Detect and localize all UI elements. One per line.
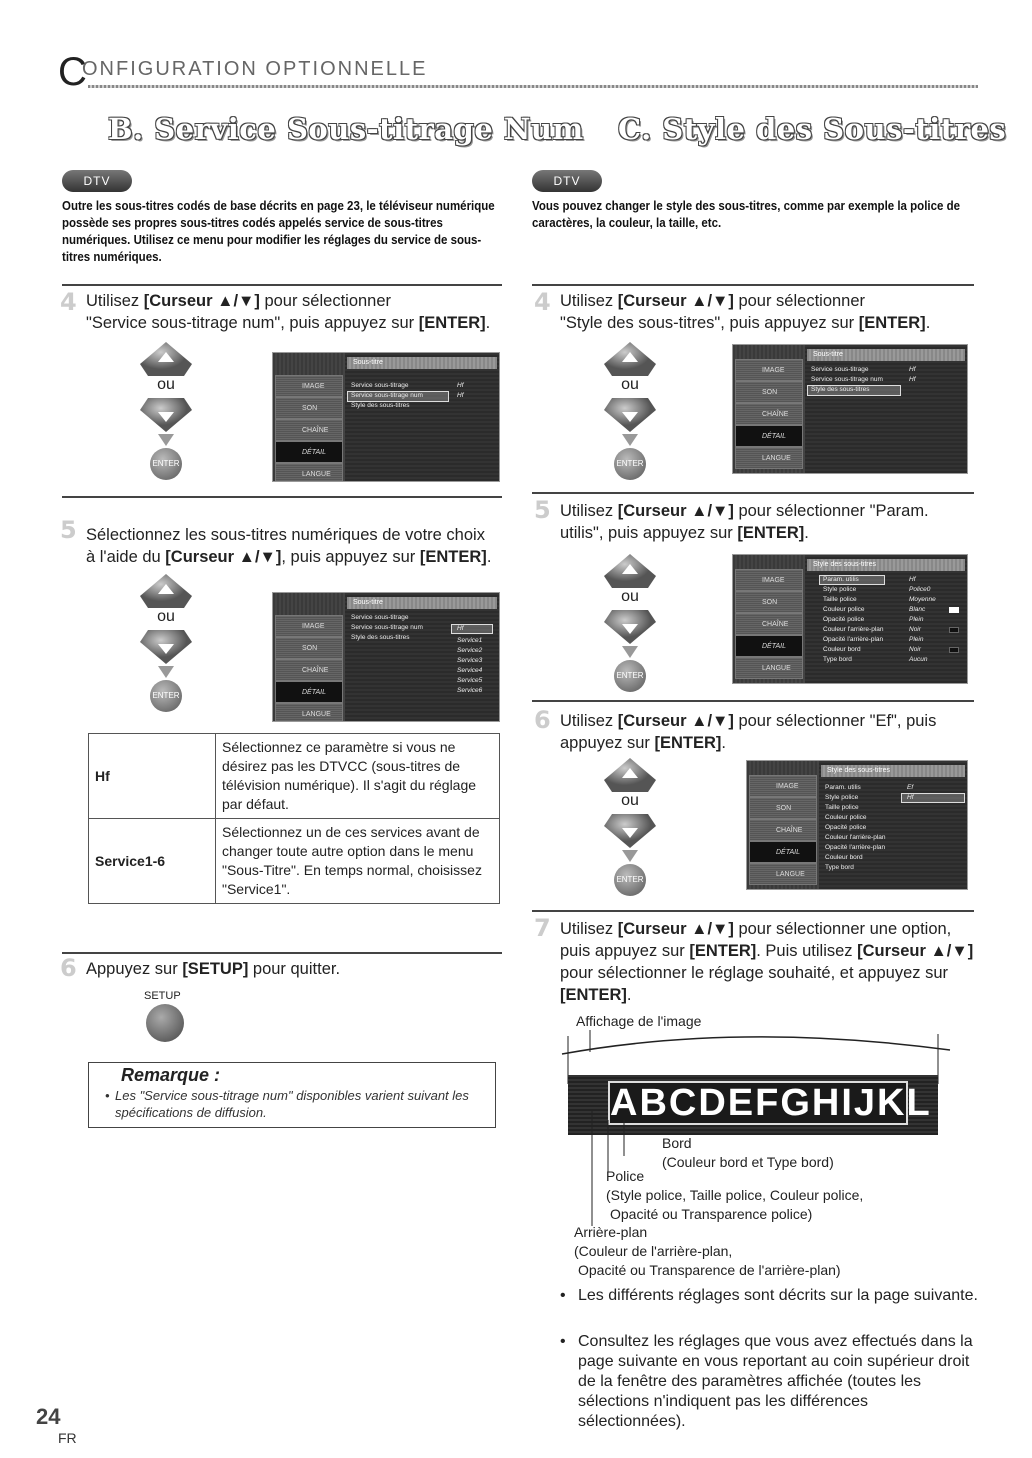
menu-option: Param. utilis xyxy=(825,784,861,791)
menu-value: Plein xyxy=(909,636,924,643)
intro-right: Vous pouvez changer le style des sous-titres, comme par exemple la police de caractères, la couleur, la taille, etc. xyxy=(532,199,961,230)
tab-son: SON xyxy=(275,397,343,419)
divider xyxy=(532,284,974,286)
intro-left: Outre les sous-titres codés de base décrits en page 23, le téléviseur numérique possède ses propres sous-titres codés appelés service de sous-titres numériques. Utilisez ce menu pour modifier les réglages du service de sous-titres numériques. xyxy=(62,199,495,264)
tab-son: SON xyxy=(735,381,803,403)
caption-sample-text: ABCDEFGHIJKL xyxy=(610,1082,932,1124)
enter-button-icon: ENTER xyxy=(150,680,182,712)
table-key: Hf xyxy=(89,734,216,819)
header-initial: C xyxy=(58,50,87,94)
text: Utilisez xyxy=(560,712,618,730)
left-step4-text xyxy=(86,290,506,334)
arrow-down-icon xyxy=(622,850,638,862)
menu-option: Service sous-titrage xyxy=(811,366,869,373)
tab-langue: LANGUE xyxy=(749,863,817,885)
menu-option: Couleur police xyxy=(825,814,867,821)
tv-menu-screen-3 xyxy=(732,344,968,474)
right-step7-text xyxy=(560,918,980,1006)
menu-value: Aucun xyxy=(909,656,928,663)
menu-option: Taille police xyxy=(823,596,857,603)
section-c-banner: C. Style des Sous-titres xyxy=(618,112,1007,146)
menu-title: Style des sous-titres xyxy=(807,559,965,571)
tab-detail: DÉTAIL xyxy=(275,441,343,463)
key-label: [Curseur ▲/▼] xyxy=(617,920,734,938)
tab-chaine: CHAÎNE xyxy=(275,659,343,681)
arrow-down-icon xyxy=(158,434,174,446)
text: Appuyez sur xyxy=(86,960,183,978)
menu-value: Hf xyxy=(909,376,916,383)
menu-sidebar xyxy=(273,353,345,481)
menu-value: Hf xyxy=(457,392,464,399)
text: Sélectionnez les sous-titres numériques de votre choix xyxy=(86,526,485,544)
menu-title: Sous-titre xyxy=(347,597,497,609)
cursor-down-icon xyxy=(140,398,192,432)
key-label: [ENTER] xyxy=(560,986,627,1004)
divider xyxy=(62,496,502,498)
menu-panel xyxy=(345,593,499,721)
menu-option: Style police xyxy=(823,586,857,593)
text: , puis appuyez sur xyxy=(281,548,420,566)
key-label: [ENTER] xyxy=(858,314,926,332)
text: . Puis utilisez xyxy=(756,942,858,960)
arriere-label: Arrière-plan xyxy=(574,1224,648,1240)
bullet-text: Consultez les réglages que vous avez effectués dans la page suivante en vous reportant au coin supérieur droit de la fenêtre des paramètres affichée (toutes les sélections n'indiquent pas les différences sélectionnées). xyxy=(578,1333,973,1430)
divider xyxy=(532,700,974,702)
setup-button-icon xyxy=(146,1004,184,1042)
police-detail-2: Opacité ou Transparence police) xyxy=(610,1206,813,1222)
color-swatch xyxy=(949,607,959,613)
ou-label: ou xyxy=(621,588,639,605)
police-label: Police xyxy=(606,1168,645,1184)
text: Utilisez xyxy=(560,502,618,520)
cursor-up-icon xyxy=(140,574,192,608)
bullet-dot: • xyxy=(560,1287,566,1304)
key-label: [Curseur ▲/▼] xyxy=(617,292,734,310)
bullet-text: Les différents réglages sont décrits sur la page suivante. xyxy=(578,1287,978,1304)
menu-value: Hf xyxy=(907,794,914,801)
menu-value: Service5 xyxy=(457,677,483,684)
remarque-box xyxy=(88,1062,496,1128)
arriere-detail-2: Opacité ou Transparence de l'arrière-plan) xyxy=(578,1262,841,1278)
menu-option: Style police xyxy=(825,794,859,801)
tab-chaine: CHAÎNE xyxy=(735,613,803,635)
menu-option: Opacité police xyxy=(823,616,865,623)
divider xyxy=(532,910,974,912)
cursor-up-icon xyxy=(604,554,656,588)
remote-cursor-graphic xyxy=(600,554,660,694)
text: . xyxy=(486,548,492,566)
tab-detail: DÉTAIL xyxy=(735,425,803,447)
menu-title: Sous-titre xyxy=(347,357,497,369)
dtv-badge-right: DTV xyxy=(532,170,602,192)
menu-value: Service3 xyxy=(457,657,483,664)
menu-option: Couleur l'arrière-plan xyxy=(825,834,886,841)
text: "Service sous-titrage num", puis appuyez sur xyxy=(86,314,419,332)
menu-option: Couleur l'arrière-plan xyxy=(823,626,884,633)
tab-chaine: CHAÎNE xyxy=(275,419,343,441)
menu-option: Taille police xyxy=(825,804,859,811)
cursor-up-icon xyxy=(140,342,192,376)
menu-sidebar xyxy=(747,761,819,889)
text: pour sélectionner le réglage souhaité, et appuyez sur xyxy=(560,964,948,982)
bord-detail: (Couleur bord et Type bord) xyxy=(662,1154,834,1170)
menu-option: Couleur bord xyxy=(825,854,863,861)
cursor-up-icon xyxy=(604,342,656,376)
text: Utilisez xyxy=(86,292,144,310)
menu-value: Service2 xyxy=(457,647,483,654)
color-swatch xyxy=(949,627,959,633)
section-b-banner: B. Service Sous-titrage Num xyxy=(108,112,584,146)
menu-value: Service4 xyxy=(457,667,483,674)
menu-panel xyxy=(819,761,967,889)
divider xyxy=(62,284,502,286)
step-number: 6 xyxy=(60,954,77,982)
tv-menu-screen-4 xyxy=(732,554,968,684)
divider xyxy=(532,492,974,494)
menu-option: Opacité l'arrière-plan xyxy=(825,844,886,851)
tab-image: IMAGE xyxy=(275,375,343,397)
page-language: FR xyxy=(58,1430,77,1446)
menu-option: Style des sous-titres xyxy=(351,402,410,409)
menu-option: Service sous-titrage num xyxy=(351,392,423,399)
menu-value: Ef xyxy=(907,784,914,791)
table-desc: Sélectionnez ce paramètre si vous ne désirez pas les DTVCC (sous-titres de télévision numérique). Il s'agit du réglage par défaut. xyxy=(216,734,500,819)
menu-value: Noir xyxy=(909,626,921,633)
step-number: 4 xyxy=(60,288,77,316)
page-number: 24 xyxy=(36,1404,61,1429)
text: Utilisez xyxy=(560,920,618,938)
setup-label: SETUP xyxy=(144,990,181,1002)
text: . xyxy=(485,314,491,332)
tab-langue: LANGUE xyxy=(275,463,343,482)
text: . xyxy=(626,986,632,1004)
menu-option: Style des sous-titres xyxy=(351,634,410,641)
header-rule xyxy=(88,85,978,88)
enter-button-icon: ENTER xyxy=(150,448,182,480)
enter-button-icon: ENTER xyxy=(614,448,646,480)
tab-detail: DÉTAIL xyxy=(735,635,803,657)
table-row xyxy=(89,819,500,904)
arriere-detail-1: (Couleur de l'arrière-plan, xyxy=(574,1243,733,1259)
menu-option: Service sous-titrage xyxy=(351,382,409,389)
options-table xyxy=(88,733,500,904)
tab-image: IMAGE xyxy=(749,775,817,797)
ou-label: ou xyxy=(157,376,175,393)
text: Utilisez xyxy=(560,292,618,310)
tab-langue: LANGUE xyxy=(735,657,803,679)
menu-option: Opacité police xyxy=(825,824,867,831)
right-step6-text xyxy=(560,710,980,754)
menu-option: Service sous-titrage num xyxy=(811,376,883,383)
right-step5-text xyxy=(560,500,980,544)
menu-title: Style des sous-titres xyxy=(821,765,965,777)
tab-chaine: CHAÎNE xyxy=(735,403,803,425)
cursor-up-icon xyxy=(604,758,656,792)
key-label: [Curseur ▲/▼] xyxy=(143,292,260,310)
text: pour sélectionner "Ef", puis xyxy=(733,712,937,730)
key-label: [ENTER] xyxy=(737,524,805,542)
dtv-badge-left: DTV xyxy=(62,170,132,192)
key-label: [Curseur ▲/▼] xyxy=(617,712,734,730)
text: utilis", puis appuyez sur xyxy=(560,524,738,542)
tab-langue: LANGUE xyxy=(735,447,803,469)
text: "Style des sous-titres", puis appuyez sur xyxy=(560,314,859,332)
tab-image: IMAGE xyxy=(735,359,803,381)
step-number: 4 xyxy=(534,288,551,316)
key-label: [SETUP] xyxy=(182,960,249,978)
tab-son: SON xyxy=(735,591,803,613)
menu-sidebar xyxy=(733,555,805,683)
tab-langue: LANGUE xyxy=(275,703,343,722)
text: à l'aide du xyxy=(86,548,166,566)
text: puis appuyez sur xyxy=(560,942,690,960)
table-key: Service1-6 xyxy=(89,819,216,904)
cursor-down-icon xyxy=(604,814,656,848)
tab-son: SON xyxy=(749,797,817,819)
step-number: 5 xyxy=(534,496,551,524)
menu-value: Service1 xyxy=(457,637,483,644)
tab-detail: DÉTAIL xyxy=(275,681,343,703)
bullet-item xyxy=(560,1286,978,1306)
menu-value: Service6 xyxy=(457,687,483,694)
menu-value: Hf xyxy=(457,625,464,632)
police-detail-1: (Style police, Taille police, Couleur police, xyxy=(606,1187,864,1203)
text: pour quitter. xyxy=(248,960,341,978)
key-label: [ENTER] xyxy=(418,314,486,332)
remote-cursor-graphic xyxy=(600,758,660,898)
cursor-down-icon xyxy=(140,630,192,664)
menu-title: Sous-titre xyxy=(807,349,965,361)
cursor-down-icon xyxy=(604,398,656,432)
menu-option: Couleur bord xyxy=(823,646,861,653)
menu-value: Hf xyxy=(457,382,464,389)
key-label: [Curseur ▲/▼] xyxy=(165,548,282,566)
key-label: [Curseur ▲/▼] xyxy=(617,502,734,520)
text: pour sélectionner une option, xyxy=(733,920,952,938)
menu-option: Type bord xyxy=(823,656,852,663)
menu-sidebar xyxy=(273,593,345,721)
affichage-label: Affichage de l'image xyxy=(576,1013,702,1029)
menu-option: Service sous-titrage xyxy=(351,614,409,621)
key-label: [ENTER] xyxy=(654,734,722,752)
text: . xyxy=(804,524,809,542)
ou-label: ou xyxy=(621,376,639,393)
menu-value: Hf xyxy=(909,576,916,583)
step-number: 6 xyxy=(534,706,551,734)
remarque-title: Remarque : xyxy=(121,1065,221,1085)
menu-option: Service sous-titrage num xyxy=(351,624,423,631)
left-step5-text xyxy=(86,524,506,568)
text: pour sélectionner xyxy=(733,292,866,310)
menu-option: Param. utilis xyxy=(823,576,859,583)
enter-button-icon: ENTER xyxy=(614,660,646,692)
text: pour sélectionner "Param. xyxy=(733,502,929,520)
menu-panel xyxy=(805,555,967,683)
table-desc: Sélectionnez un de ces services avant de changer toute autre option dans le menu "Sous-Titre". En temps normal, choisissez "Service1". xyxy=(216,819,500,904)
arrow-down-icon xyxy=(158,666,174,678)
tv-menu-screen-2 xyxy=(272,592,500,722)
arrow-down-icon xyxy=(622,434,638,446)
right-step4-text xyxy=(560,290,980,334)
key-label: [ENTER] xyxy=(419,548,487,566)
table-row xyxy=(89,734,500,819)
cursor-down-icon xyxy=(604,610,656,644)
menu-option: Opacité l'arrière-plan xyxy=(823,636,884,643)
remarque-body: • Les "Service sous-titrage num" disponibles varient suivant les spécifications de diffusion. xyxy=(115,1087,495,1121)
step-number: 7 xyxy=(534,914,551,942)
bullet-dot: • xyxy=(560,1333,566,1350)
menu-sidebar xyxy=(733,345,805,473)
menu-option: Couleur police xyxy=(823,606,865,613)
bullet-item xyxy=(560,1332,978,1432)
tab-chaine: CHAÎNE xyxy=(749,819,817,841)
arrow-down-icon xyxy=(622,646,638,658)
tab-image: IMAGE xyxy=(275,615,343,637)
color-swatch xyxy=(949,647,959,653)
menu-value: Noir xyxy=(909,646,921,653)
menu-value: Moyenne xyxy=(909,596,936,603)
menu-panel xyxy=(345,353,499,481)
remote-cursor-graphic xyxy=(136,342,196,482)
tab-son: SON xyxy=(275,637,343,659)
tv-menu-screen-5 xyxy=(746,760,968,890)
menu-option: Style des sous-titres xyxy=(811,386,870,393)
remote-cursor-graphic xyxy=(136,574,196,714)
text: pour sélectionner xyxy=(259,292,392,310)
step-number: 5 xyxy=(60,516,77,544)
menu-panel xyxy=(805,345,967,473)
text: . xyxy=(925,314,931,332)
text: appuyez sur xyxy=(560,734,655,752)
menu-value: Plein xyxy=(909,616,924,623)
text: . xyxy=(721,734,726,752)
menu-value: Police0 xyxy=(909,586,931,593)
ou-label: ou xyxy=(157,608,175,625)
key-label: [ENTER] xyxy=(689,942,757,960)
tab-detail: DÉTAIL xyxy=(749,841,817,863)
divider xyxy=(62,952,502,954)
tab-image: IMAGE xyxy=(735,569,803,591)
tv-menu-screen-1 xyxy=(272,352,500,482)
left-step6-text xyxy=(86,958,506,980)
page-header xyxy=(58,52,978,92)
header-title: ONFIGURATION OPTIONNELLE xyxy=(82,58,428,80)
bord-label: Bord xyxy=(662,1135,692,1151)
enter-button-icon: ENTER xyxy=(614,864,646,896)
ou-label: ou xyxy=(621,792,639,809)
menu-value: Blanc xyxy=(909,606,926,613)
menu-value: Hf xyxy=(909,366,916,373)
key-label: [Curseur ▲/▼] xyxy=(857,942,974,960)
remote-cursor-graphic xyxy=(600,342,660,482)
menu-option: Type bord xyxy=(825,864,854,871)
